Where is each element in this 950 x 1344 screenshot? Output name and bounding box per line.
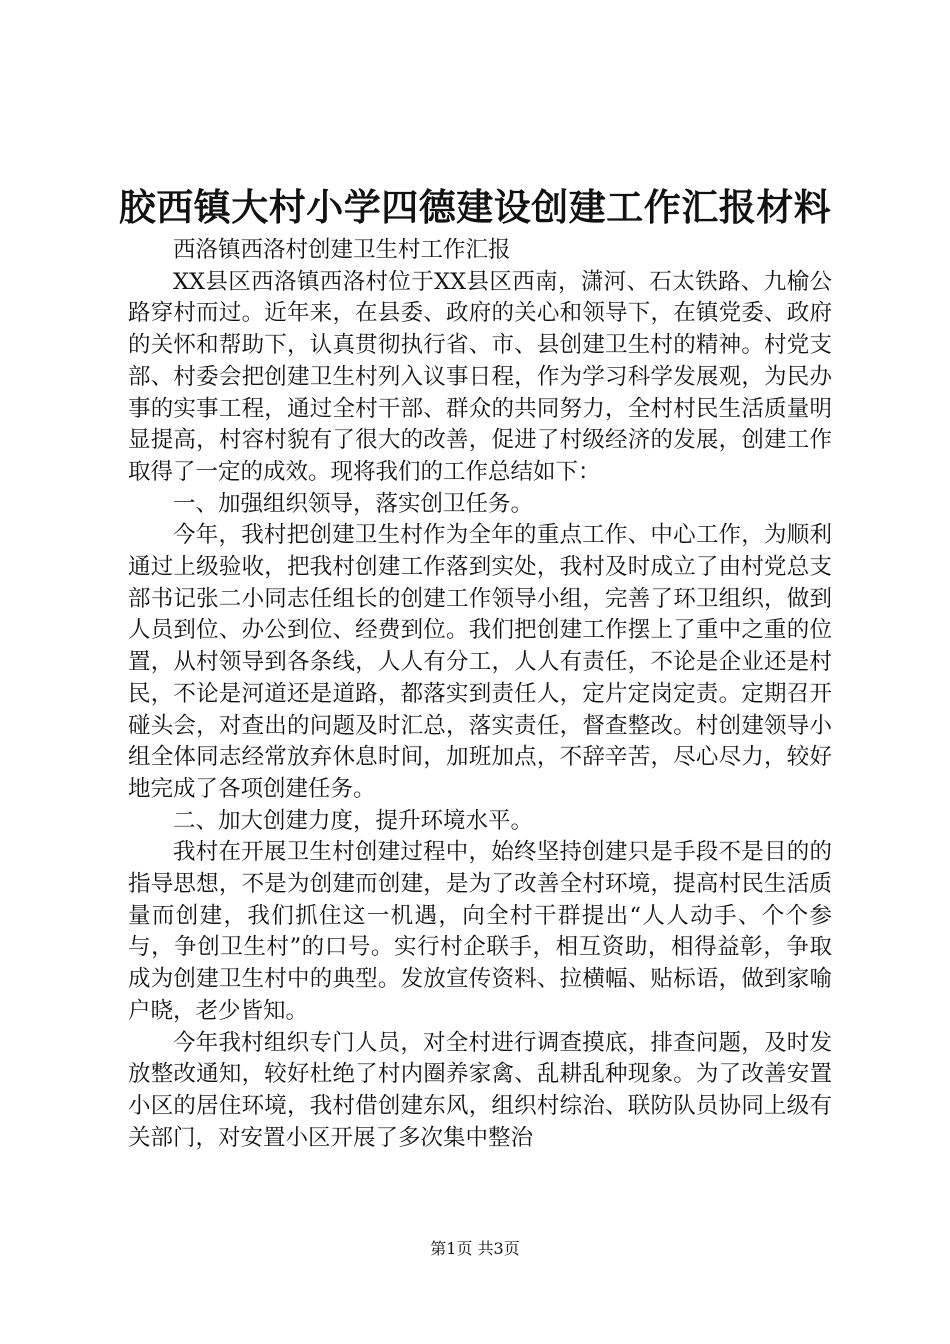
section-heading: 二、加大创建力度，提升环境水平。 bbox=[173, 807, 534, 834]
subtitle-paragraph: 西洛镇西洛村创建卫生村工作汇报 bbox=[173, 237, 511, 263]
section-heading: 一、加强组织领导，落实创卫任务。 bbox=[173, 490, 534, 517]
body-paragraph: 今年我村组织专门人员，对全村进行调查摸底，排查问题，及时发放整改通知，较好杜绝了村内圈养家禽、乱耕乱种现象。为了改善安置小区的居住环境，我村借创建东风，组织村综治、联防队员协同上级有关部门，对安置小区开展了多次集中整治 bbox=[128, 1029, 832, 1151]
body-paragraph: XX县区西洛镇西洛村位于XX县区西南，潇河、石太铁路、九榆公路穿村而过。近年来，在县委、政府的关心和领导下，在镇党委、政府的关怀和帮助下，认真贯彻执行省、市、县创建卫生村的精神。村党支部、村委会把创建卫生村列入议事日程，作为学习科学发展观，为民办事的实事工程，通过全村干部、群众的共同努力，全村村民生活质量明显提高，村容村貌有了很大的改善，促进了村级经济的发展，创建工作取得了一定的成效。现将我们的工作总结如下： bbox=[128, 268, 832, 485]
body-paragraph: 今年，我村把创建卫生村作为全年的重点工作、中心工作，为顺利通过上级验收，把我村创建工作落到实处，我村及时成立了由村党总支部书记张二小同志任组长的创建工作领导小组，完善了环卫组织，做到人员到位、办公到位、经费到位。我们把创建工作摆上了重中之重的位置，从村领导到各条线，人人有分工，人人有责任，不论是企业还是村民，不论是河道还是道路，都落实到责任人，定片定岗定责。定期召开碰头会，对查出的问题及时汇总，落实责任，督查整改。村创建领导小组全体同志经常放弃休息时间，加班加点，不辞辛苦，尽心尽力，较好地完成了各项创建任务。 bbox=[128, 522, 832, 802]
page-footer: 第1页 共3页 bbox=[430, 1239, 520, 1258]
document-title: 胶西镇大村小学四德建设创建工作汇报材料 bbox=[118, 185, 832, 229]
document-body bbox=[128, 235, 832, 1154]
body-paragraph: 我村在开展卫生村创建过程中，始终坚持创建只是手段不是目的的指导思想，不是为创建而创建，是为了改善全村环境，提高村民生活质量而创建，我们抓住这一机遇，向全村干群提出“人人动手、个个参与，争创卫生村”的口号。实行村企联手，相互资助，相得益彰，争取成为创建卫生村中的典型。发放宣传资料、拉横幅、贴标语，做到家喻户晓，老少皆知。 bbox=[128, 839, 832, 1024]
